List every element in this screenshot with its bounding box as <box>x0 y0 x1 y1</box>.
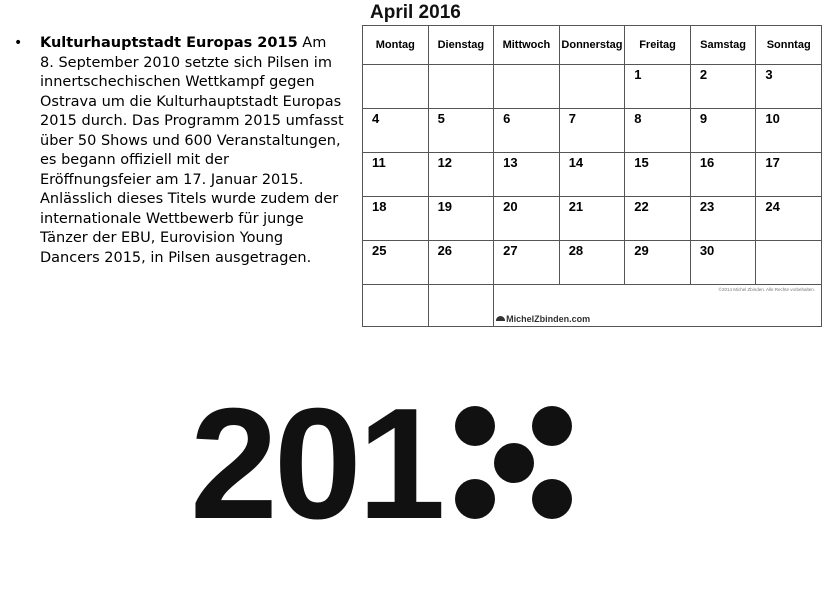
day-cell: 17 <box>756 153 822 197</box>
copyright-note: ©2014 Michel Zbinden. Alle Rechte vorbehalten. <box>718 287 815 292</box>
day-cell: 29 <box>625 241 691 285</box>
day-cell: 11 <box>363 153 429 197</box>
logo-dot <box>532 479 572 519</box>
day-cell: 22 <box>625 197 691 241</box>
weekday-header: Mittwoch <box>494 26 560 65</box>
logo-dot <box>494 443 534 483</box>
day-cell: 4 <box>363 109 429 153</box>
day-cell: 23 <box>690 197 756 241</box>
day-cell: 12 <box>428 153 494 197</box>
day-cell: 5 <box>428 109 494 153</box>
bullet-dot: • <box>14 35 23 51</box>
weekday-header: Freitag <box>625 26 691 65</box>
day-cell: 1 <box>625 65 691 109</box>
day-cell: 19 <box>428 197 494 241</box>
logo-dots-icon <box>455 406 572 519</box>
day-cell: 15 <box>625 153 691 197</box>
day-cell: 16 <box>690 153 756 197</box>
calendar-title: April 2016 <box>370 2 461 23</box>
logo-dot <box>455 479 495 519</box>
logo-dot <box>532 406 572 446</box>
day-cell: 30 <box>690 241 756 285</box>
day-cell: 25 <box>363 241 429 285</box>
day-cell: 28 <box>559 241 625 285</box>
day-cell: 8 <box>625 109 691 153</box>
brand-text: MichelZbinden.com <box>506 314 591 324</box>
day-cell: 13 <box>494 153 560 197</box>
weekday-header: Dienstag <box>428 26 494 65</box>
day-cell: 18 <box>363 197 429 241</box>
day-cell: 21 <box>559 197 625 241</box>
bullet-heading: Kulturhauptstadt Europas 2015 <box>40 35 298 51</box>
day-cell: 2 <box>690 65 756 109</box>
day-cell: 10 <box>756 109 822 153</box>
day-cell: 3 <box>756 65 822 109</box>
weekday-header: Sonntag <box>756 26 822 65</box>
bullet-body: Am 8. September 2010 setzte sich Pilsen im innertschechischen Wettkampf gegen Ostrava um die Kulturhauptstadt Europas 2015 durch. Das Programm 2015 umfasst über 50 Shows und 600 Veranstaltungen, es begann offiziell mit der Eröffnungsfeier am 17. Januar 2015. Anlässlich dieses Titels wurde zudem der internationale Wettbewerb für junge Tänzer der EBU, Eurovision Young Dancers 2015, in Pilsen ausgetragen. <box>40 35 344 266</box>
day-cell: 14 <box>559 153 625 197</box>
weekday-header: Donnerstag <box>559 26 625 65</box>
day-cell: 26 <box>428 241 494 285</box>
day-cell: 24 <box>756 197 822 241</box>
day-cell: 9 <box>690 109 756 153</box>
logo-digits: 201 <box>190 376 442 552</box>
weekday-header: Montag <box>363 26 429 65</box>
day-cell: 20 <box>494 197 560 241</box>
day-cell: 27 <box>494 241 560 285</box>
logo-dot <box>455 406 495 446</box>
weekday-header: Samstag <box>690 26 756 65</box>
day-cell: 6 <box>494 109 560 153</box>
day-cell: 7 <box>559 109 625 153</box>
